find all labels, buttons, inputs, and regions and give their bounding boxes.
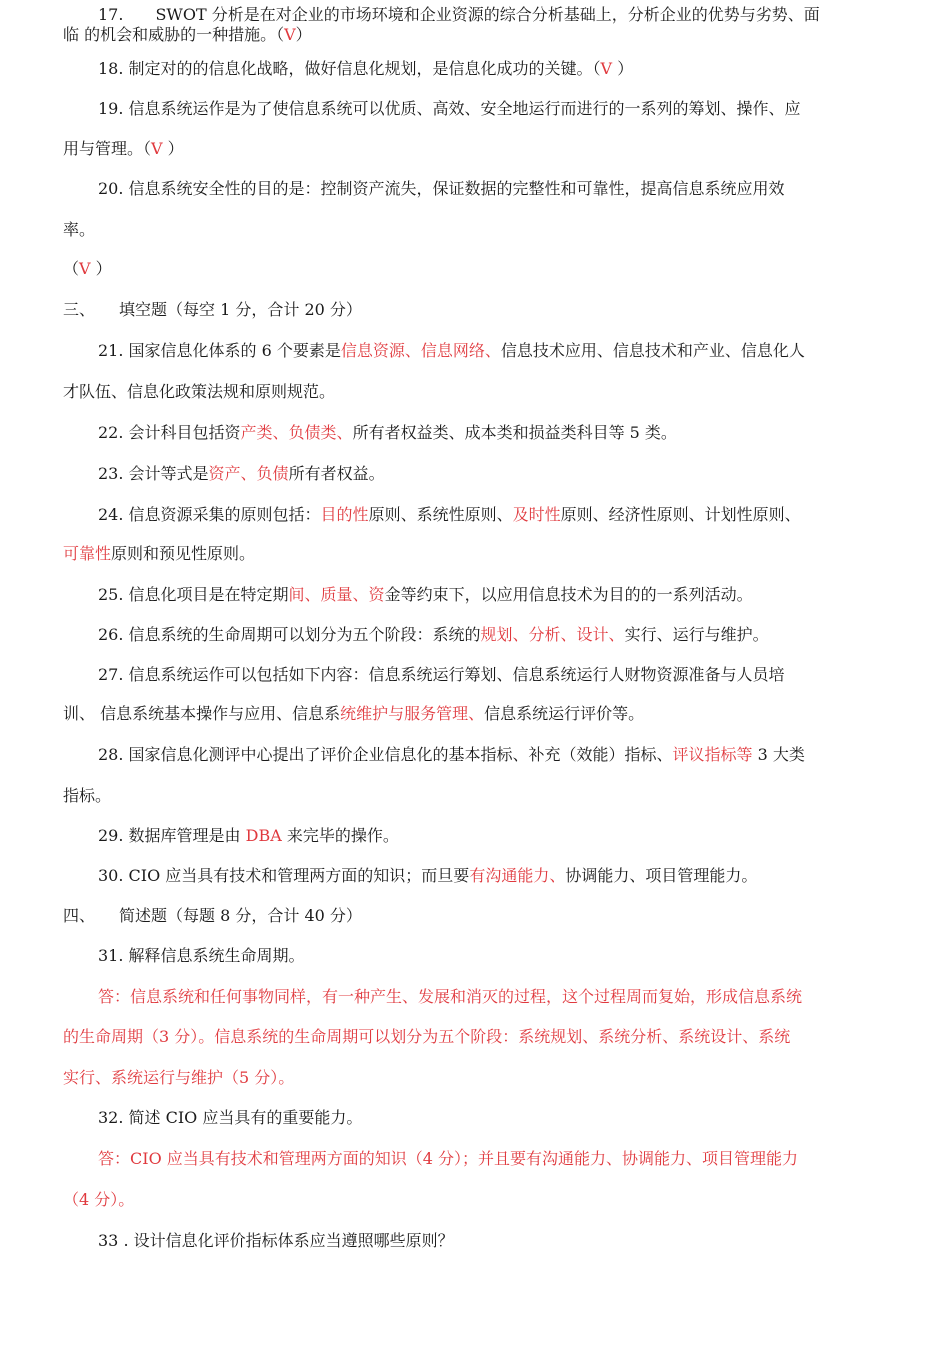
body-text: 26. 信息系统的生命周期可以划分为五个阶段：系统的 <box>98 625 481 644</box>
body-text: 19. 信息系统运作是为了使信息系统可以优质、高效、安全地运行而进行的一系列的筹划、操作、应 <box>98 99 801 118</box>
text-line <box>98 340 805 362</box>
answer-text: （4 分）。 <box>63 1190 135 1209</box>
text-line <box>98 825 399 847</box>
text-line <box>98 744 805 766</box>
body-text: 三、 填空题（每空 1 分，合计 20 分） <box>63 300 362 319</box>
text-line <box>63 219 95 241</box>
body-text: 30. CIO 应当具有技术和管理两方面的知识；而旦要 <box>98 866 470 885</box>
answer-text: V <box>600 59 613 78</box>
body-text: 所有者权益。 <box>288 464 385 483</box>
body-text: 实行、运行与维护。 <box>624 625 769 644</box>
text-line <box>98 98 801 120</box>
answer-text: 答：信息系统和任何事物同样，有一种产生、发展和消灭的过程，这个过程周而复始，形成信息系统 <box>98 987 803 1006</box>
body-text: 原则和预见性原则。 <box>111 544 256 563</box>
body-text: 原则、经济性原则、计划性原则、 <box>560 505 801 524</box>
answer-text: 资产、负债 <box>208 464 289 483</box>
answer-text: 的生命周期（3 分）。信息系统的生命周期可以划分为五个阶段：系统规划、系统分析、系统设计、系统 <box>63 1027 791 1046</box>
body-text: 18. 制定对的的信息化战略，做好信息化规划，是信息化成功的关键。（ <box>98 59 601 78</box>
body-text: 21. 国家信息化体系的 6 个要素是 <box>98 341 341 360</box>
body-text: 28. 国家信息化测评中心提出了评价企业信息化的基本指标、补充（效能）指标、 <box>98 745 673 764</box>
text-line <box>63 703 644 725</box>
answer-line <box>63 1067 294 1089</box>
text-line <box>98 422 677 444</box>
answer-text: 评议指标等 <box>672 745 753 764</box>
text-line <box>98 664 785 686</box>
body-text: 信息系统运行评价等。 <box>484 704 645 723</box>
answer-text: 可靠性 <box>63 544 112 563</box>
body-text: ） <box>612 59 634 78</box>
answer-text: 统维护与服务管理、 <box>340 704 485 723</box>
answer-text: V <box>79 259 91 278</box>
answer-text: DBA <box>245 826 282 845</box>
section-heading <box>63 299 362 321</box>
text-line <box>98 584 753 606</box>
body-text: （ <box>63 259 80 278</box>
body-text: 33 . 设计信息化评价指标体系应当遵照哪些原则？ <box>98 1231 454 1250</box>
body-text: 29. 数据库管理是由 <box>98 826 246 845</box>
body-text: 所有者权益类、成本类和损益类科目等 5 类。 <box>352 423 677 442</box>
body-text: ） <box>162 139 184 158</box>
section-heading <box>63 905 362 927</box>
answer-text: 有沟通能力、 <box>469 866 566 885</box>
body-text: 20. 信息系统安全性的目的是：控制资产流失，保证数据的完整性和可靠性，提高信息系统应用效 <box>98 179 785 198</box>
body-text: 23. 会计等式是 <box>98 464 209 483</box>
body-text: 金等约束下，以应用信息技术为目的的一系列活动。 <box>384 585 753 604</box>
text-line <box>98 624 769 646</box>
answer-line <box>98 1148 798 1170</box>
body-text: 原则、系统性原则、 <box>368 505 513 524</box>
body-text: 才队伍、信息化政策法规和原则规范。 <box>63 382 336 401</box>
body-text: 3 大类 <box>752 745 805 764</box>
text-line <box>98 178 785 200</box>
body-text: 四、 简述题（每题 8 分，合计 40 分） <box>63 906 362 925</box>
text-line <box>63 381 335 403</box>
question-line <box>98 945 305 967</box>
answer-text: 规划、分析、设计、 <box>480 625 625 644</box>
answer-line <box>98 986 802 1008</box>
body-text: 25. 信息化项目是在特定期 <box>98 585 289 604</box>
answer-text: V <box>284 25 296 44</box>
question-line <box>98 1230 454 1252</box>
text-line <box>98 4 820 26</box>
text-line <box>63 543 255 565</box>
body-text: 协调能力、项目管理能力。 <box>565 866 758 885</box>
answer-text: 实行、系统运行与维护（5 分）。 <box>63 1068 295 1087</box>
text-line <box>63 138 184 160</box>
body-text: 来完毕的操作。 <box>281 826 399 845</box>
answer-text: 间、质量、资 <box>288 585 385 604</box>
body-text: 31. 解释信息系统生命周期。 <box>98 946 305 965</box>
answer-text: V <box>151 139 163 158</box>
text-line <box>63 24 312 46</box>
body-text: 17. SWOT 分析是在对企业的市场环境和企业资源的综合分析基础上，分析企业的优势与劣势、面 <box>98 5 820 24</box>
answer-text: 及时性 <box>512 505 561 524</box>
body-text: ） <box>90 259 112 278</box>
text-line <box>98 504 801 526</box>
body-text: 率。 <box>63 220 96 239</box>
body-text: ） <box>295 25 312 44</box>
answer-text: 产类、负债类、 <box>240 423 353 442</box>
body-text: 24. 信息资源采集的原则包括： <box>98 505 321 524</box>
body-text: 27. 信息系统运作可以包括如下内容：信息系统运行筹划、信息系统运行人财物资源准备与人员培 <box>98 665 785 684</box>
body-text: 训、 信息系统基本操作与应用、信息系 <box>63 704 341 723</box>
text-line <box>63 258 112 280</box>
answer-line <box>63 1189 134 1211</box>
body-text: 用与管理。（ <box>63 139 152 158</box>
answer-text: 信息资源、信息网络、 <box>340 341 501 360</box>
answer-line <box>63 1026 790 1048</box>
text-line <box>98 865 757 887</box>
question-line <box>98 1107 362 1129</box>
body-text: 32. 简述 CIO 应当具有的重要能力。 <box>98 1108 363 1127</box>
text-line <box>98 58 633 80</box>
answer-text: 目的性 <box>320 505 369 524</box>
body-text: 指标。 <box>63 786 112 805</box>
body-text: 临 的机会和威胁的一种措施。（ <box>63 25 285 44</box>
body-text: 22. 会计科目包括资 <box>98 423 241 442</box>
text-line <box>63 785 111 807</box>
answer-text: 答：CIO 应当具有技术和管理两方面的知识（4 分）；并且要有沟通能力、协调能力、项目管理能力 <box>98 1149 799 1168</box>
text-line <box>98 463 385 485</box>
body-text: 信息技术应用、信息技术和产业、信息化人 <box>500 341 805 360</box>
